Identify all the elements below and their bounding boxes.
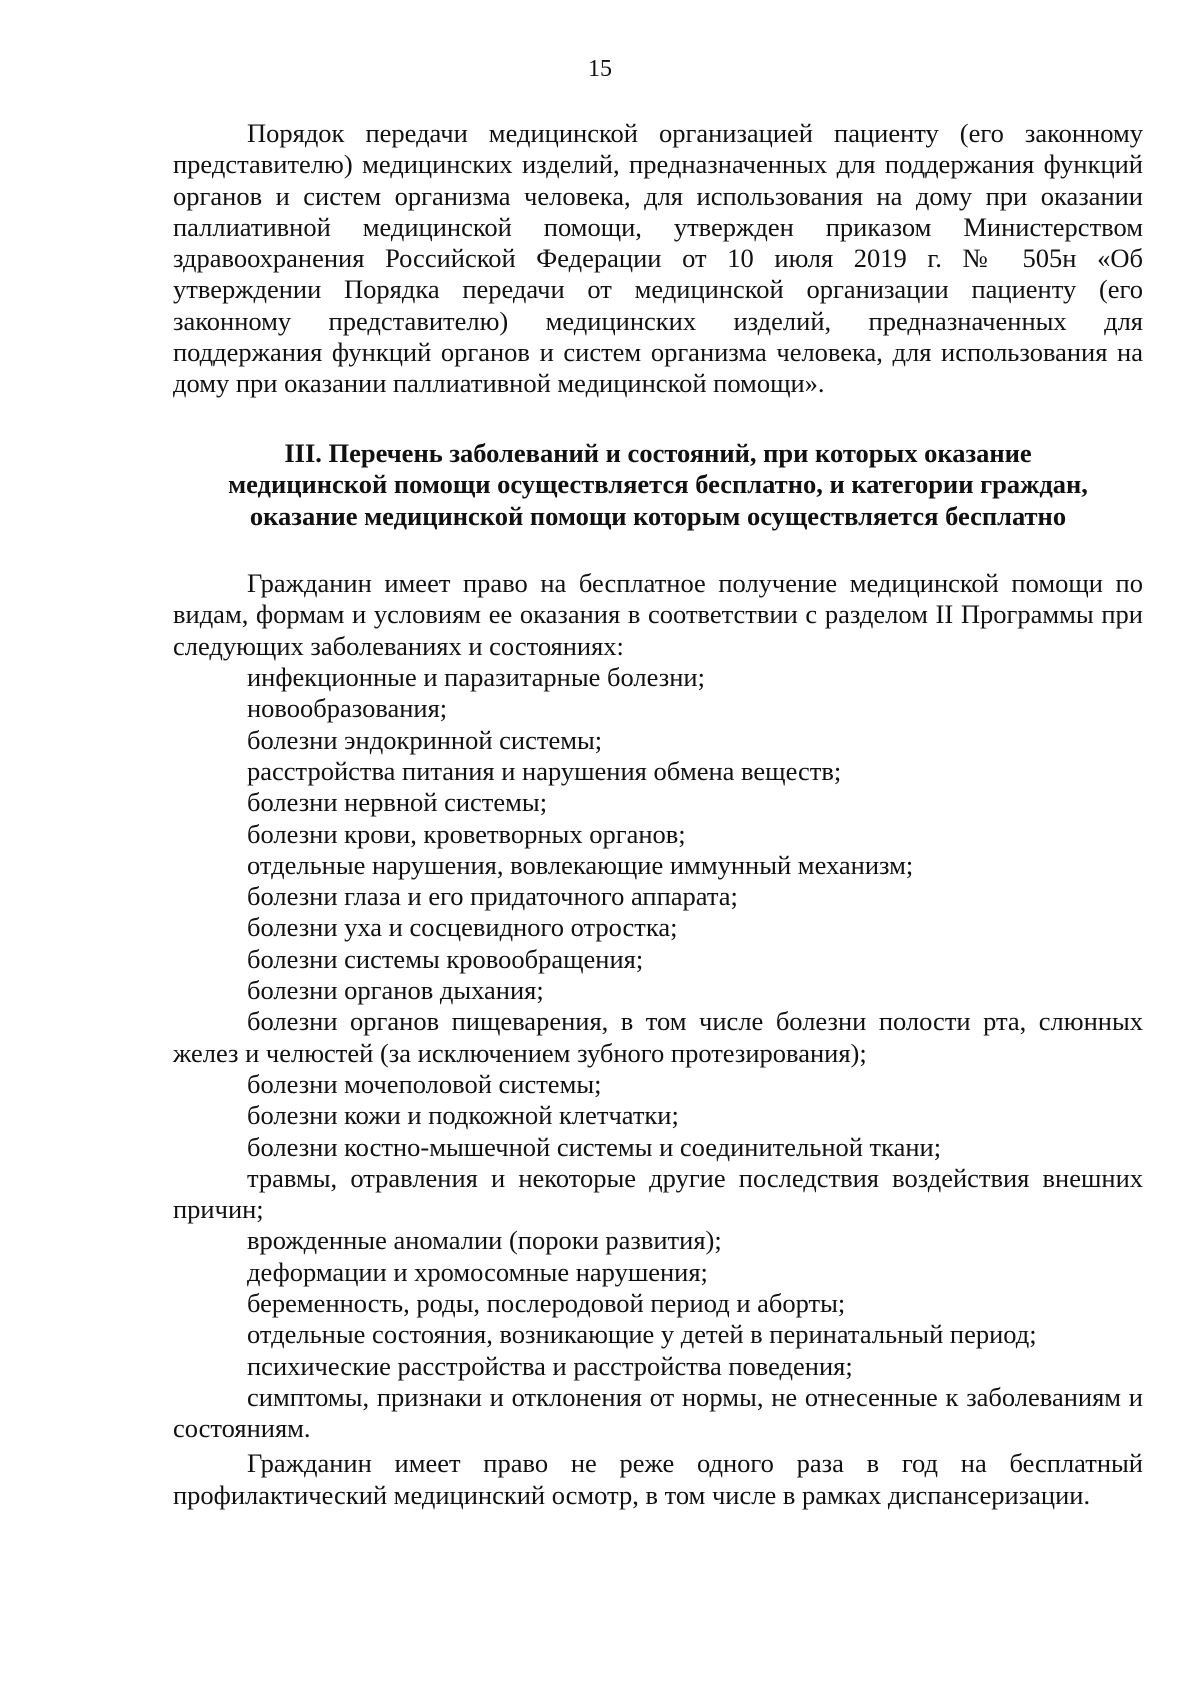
list-item: болезни органов пищеварения, в том числе болезни полости рта, слюнных желез и челюстей (за исключением зубного протезирования); bbox=[173, 1006, 1143, 1068]
list-item: симптомы, признаки и отклонения от нормы, не отнесенные к заболеваниям и состояниям. bbox=[173, 1381, 1143, 1444]
list-item: врожденные аномалии (пороки развития); bbox=[247, 1225, 722, 1256]
list-item: травмы, отравления и некоторые другие последствия воздействия внешних причин; bbox=[173, 1162, 1143, 1225]
list-item: болезни системы кровообращения; bbox=[247, 943, 644, 974]
list-item: отдельные нарушения, вовлекающие иммунный механизм; bbox=[247, 849, 914, 880]
list-item: болезни глаза и его придаточного аппарата; bbox=[247, 881, 738, 912]
list-item: болезни уха и сосцевидного отростка; bbox=[247, 912, 678, 943]
list-item: расстройства питания и нарушения обмена веществ; bbox=[247, 755, 842, 786]
list-item: болезни крови, кроветворных органов; bbox=[247, 818, 686, 849]
list-item: болезни мочеполовой системы; bbox=[247, 1068, 602, 1099]
section-heading-line: III. Перечень заболеваний и состояний, при которых оказание bbox=[284, 437, 1032, 468]
section-heading-line: оказание медицинской помощи которым осуществляется бесплатно bbox=[249, 500, 1067, 531]
list-item: инфекционные и паразитарные болезни; bbox=[247, 662, 705, 693]
list-item: болезни кожи и подкожной клетчатки; bbox=[247, 1100, 679, 1131]
list-item: болезни нервной системы; bbox=[247, 787, 548, 818]
section-heading-line: медицинской помощи осуществляется бесплатно, и категории граждан, bbox=[228, 469, 1088, 500]
list-item: деформации и хромосомные нарушения; bbox=[247, 1256, 708, 1287]
document-body bbox=[173, 118, 1143, 1511]
section-heading bbox=[173, 438, 1143, 533]
list-item: новообразования; bbox=[247, 693, 448, 724]
lead-paragraph: Гражданин имеет право на бесплатное получение медицинской помощи по видам, формам и условиям ее оказания в соответствии с разделом II Программы при следующих заболеваниях и состояниях: bbox=[173, 568, 1143, 661]
final-paragraph: Гражданин имеет право не реже одного раза в год на бесплатный профилактический медицинский осмотр, в том числе в рамках диспансеризации. bbox=[173, 1448, 1143, 1510]
list-item: отдельные состояния, возникающие у детей в перинатальный период; bbox=[247, 1319, 1037, 1350]
conditions-list bbox=[173, 662, 1143, 1444]
list-item: болезни костно-мышечной системы и соединительной ткани; bbox=[247, 1131, 942, 1162]
list-item: беременность, роды, послеродовой период и аборты; bbox=[247, 1288, 846, 1318]
list-item: болезни эндокринной системы; bbox=[247, 724, 603, 755]
intro-paragraph: Порядок передачи медицинской организацией пациенту (его законному представителю) медицинских изделий, предназначенных для поддержания функций органов и систем организма человека, для использования на дому при оказании паллиативной медицинской помощи, утвержден приказом Министерством здравоохранения Российской Федерации от 10 июля 2019 г. № 505н «Об утверждении Порядка передачи от медицинской организации пациенту (его законному представителю) медицинских изделий, предназначенных для поддержания функций органов и систем организма человека, для использования на дому при оказании паллиативной медицинской помощи». bbox=[173, 118, 1143, 399]
list-item: болезни органов дыхания; bbox=[247, 975, 544, 1006]
list-item: психические расстройства и расстройства поведения; bbox=[247, 1350, 853, 1381]
page-number: 15 bbox=[588, 56, 612, 82]
